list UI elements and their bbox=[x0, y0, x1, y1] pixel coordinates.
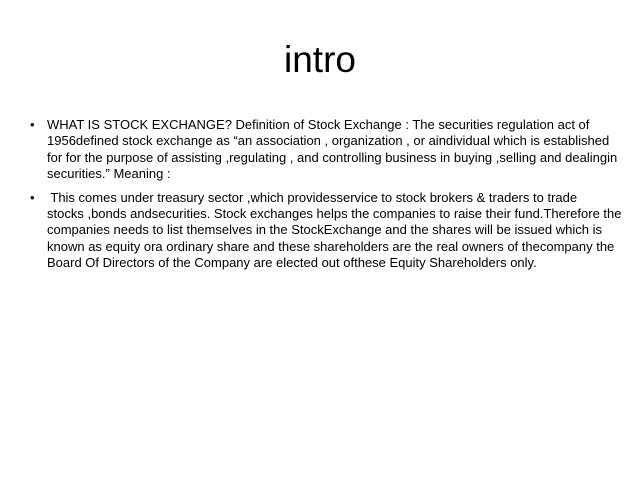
bullet-icon: • bbox=[30, 117, 35, 132]
text-line: stocks ,bonds andsecurities. Stock exchanges helps the companies to raise their fund.Therefore the bbox=[47, 206, 622, 222]
text-line: securities.” Meaning : bbox=[47, 166, 171, 182]
bullet-icon: • bbox=[30, 189, 35, 205]
bullet-item-definition bbox=[30, 117, 620, 183]
text-line: known as equity ora ordinary share and these shareholders are the real owners of thecompany the bbox=[47, 238, 615, 254]
text-line: companies needs to list themselves in the StockExchange and the shares will be issued which is bbox=[47, 222, 602, 238]
text-line: WHAT IS STOCK EXCHANGE? Definition of Stock Exchange : The securities regulation act of bbox=[47, 117, 590, 132]
text-line: 1956defined stock exchange as “an association , organization , or aindividual which is established bbox=[47, 133, 610, 149]
bullet-item-meaning bbox=[30, 190, 620, 272]
text-line: Board Of Directors of the Company are elected out ofthese Equity Shareholders only. bbox=[47, 255, 537, 271]
slide-title: intro bbox=[284, 39, 356, 80]
text-line: for for the purpose of assisting ,regulating , and controlling business in buying ,selling and dealingin bbox=[47, 149, 618, 165]
text-line: This comes under treasury sector ,which providesservice to stock brokers & traders to trade bbox=[47, 189, 578, 205]
slide-body bbox=[30, 117, 620, 279]
